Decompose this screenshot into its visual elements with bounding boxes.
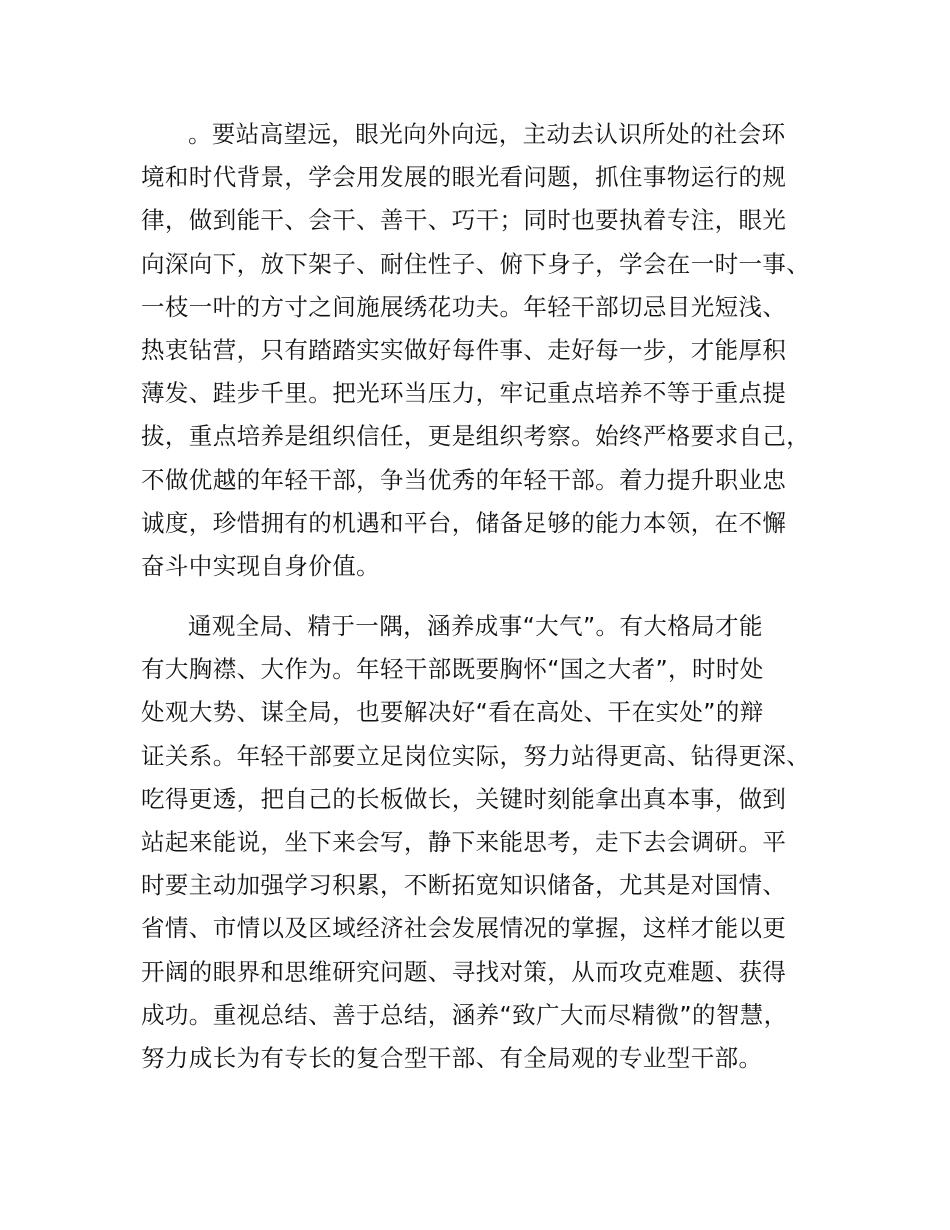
paragraph-1-line: 境和时代背景，学会用发展的眼光看问题，抓住事物运行的规 xyxy=(141,163,787,192)
paragraph-2-line: 处观大势、谋全局，也要解决好“看在高处、干在实处”的辩 xyxy=(141,698,764,727)
paragraph-1-line: 热衷钻营，只有踏踏实实做好每件事、走好每一步，才能厚积 xyxy=(141,335,787,364)
paragraph-2-line: 努力成长为有专长的复合型干部、有全局观的专业型干部。 xyxy=(141,1043,763,1072)
paragraph-2-line: 通观全局、精于一隅，涵养成事“大气”。有大格局才能 xyxy=(188,612,763,640)
paragraph-1-line: 律，做到能干、会干、善干、巧干；同时也要执着专注，眼光 xyxy=(141,206,787,235)
paragraph-1-line: 奋斗中实现自身价值。 xyxy=(141,551,380,580)
paragraph-1-line: 。要站高望远，眼光向外向远，主动去认识所处的社会环 xyxy=(188,120,786,148)
paragraph-2-line: 省情、市情以及区域经济社会发展情况的掌握，这样才能以更 xyxy=(141,914,787,943)
paragraph-1-line: 拔，重点培养是组织信任，更是组织考察。始终严格要求自己， xyxy=(141,422,811,451)
paragraph-1-line: 薄发、跬步千里。把光环当压力，牢记重点培养不等于重点提 xyxy=(141,379,787,408)
paragraph-2-line: 成功。重视总结、善于总结，涵养“致广大而尽精微”的智慧， xyxy=(141,1000,788,1029)
paragraph-1 xyxy=(141,113,841,588)
paragraph-1-line: 不做优越的年轻干部，争当优秀的年轻干部。着力提升职业忠 xyxy=(141,465,787,494)
paragraph-2-line: 有大胸襟、大作为。年轻干部既要胸怀“国之大者”，时时处 xyxy=(141,655,764,684)
paragraph-2 xyxy=(141,605,841,1080)
paragraph-1-line: 诚度，珍惜拥有的机遇和平台，储备足够的能力本领，在不懈 xyxy=(141,508,787,537)
paragraph-1-line: 向深向下，放下架子、耐住性子、俯下身子，学会在一时一事、 xyxy=(141,249,811,278)
paragraph-2-line: 吃得更透，把自己的长板做长，关键时刻能拿出真本事，做到 xyxy=(141,784,787,813)
paragraph-2-line: 开阔的眼界和思维研究问题、寻找对策，从而攻克难题、获得 xyxy=(141,957,787,986)
paragraph-2-line: 站起来能说，坐下来会写，静下来能思考，走下去会调研。平 xyxy=(141,827,787,856)
paragraph-2-line: 证关系。年轻干部要立足岗位实际，努力站得更高、钻得更深、 xyxy=(141,741,811,770)
paragraph-1-line: 一枝一叶的方寸之间施展绣花功夫。年轻干部切忌目光短浅、 xyxy=(141,292,787,321)
paragraph-2-line: 时要主动加强学习积累，不断拓宽知识储备，尤其是对国情、 xyxy=(141,871,787,900)
